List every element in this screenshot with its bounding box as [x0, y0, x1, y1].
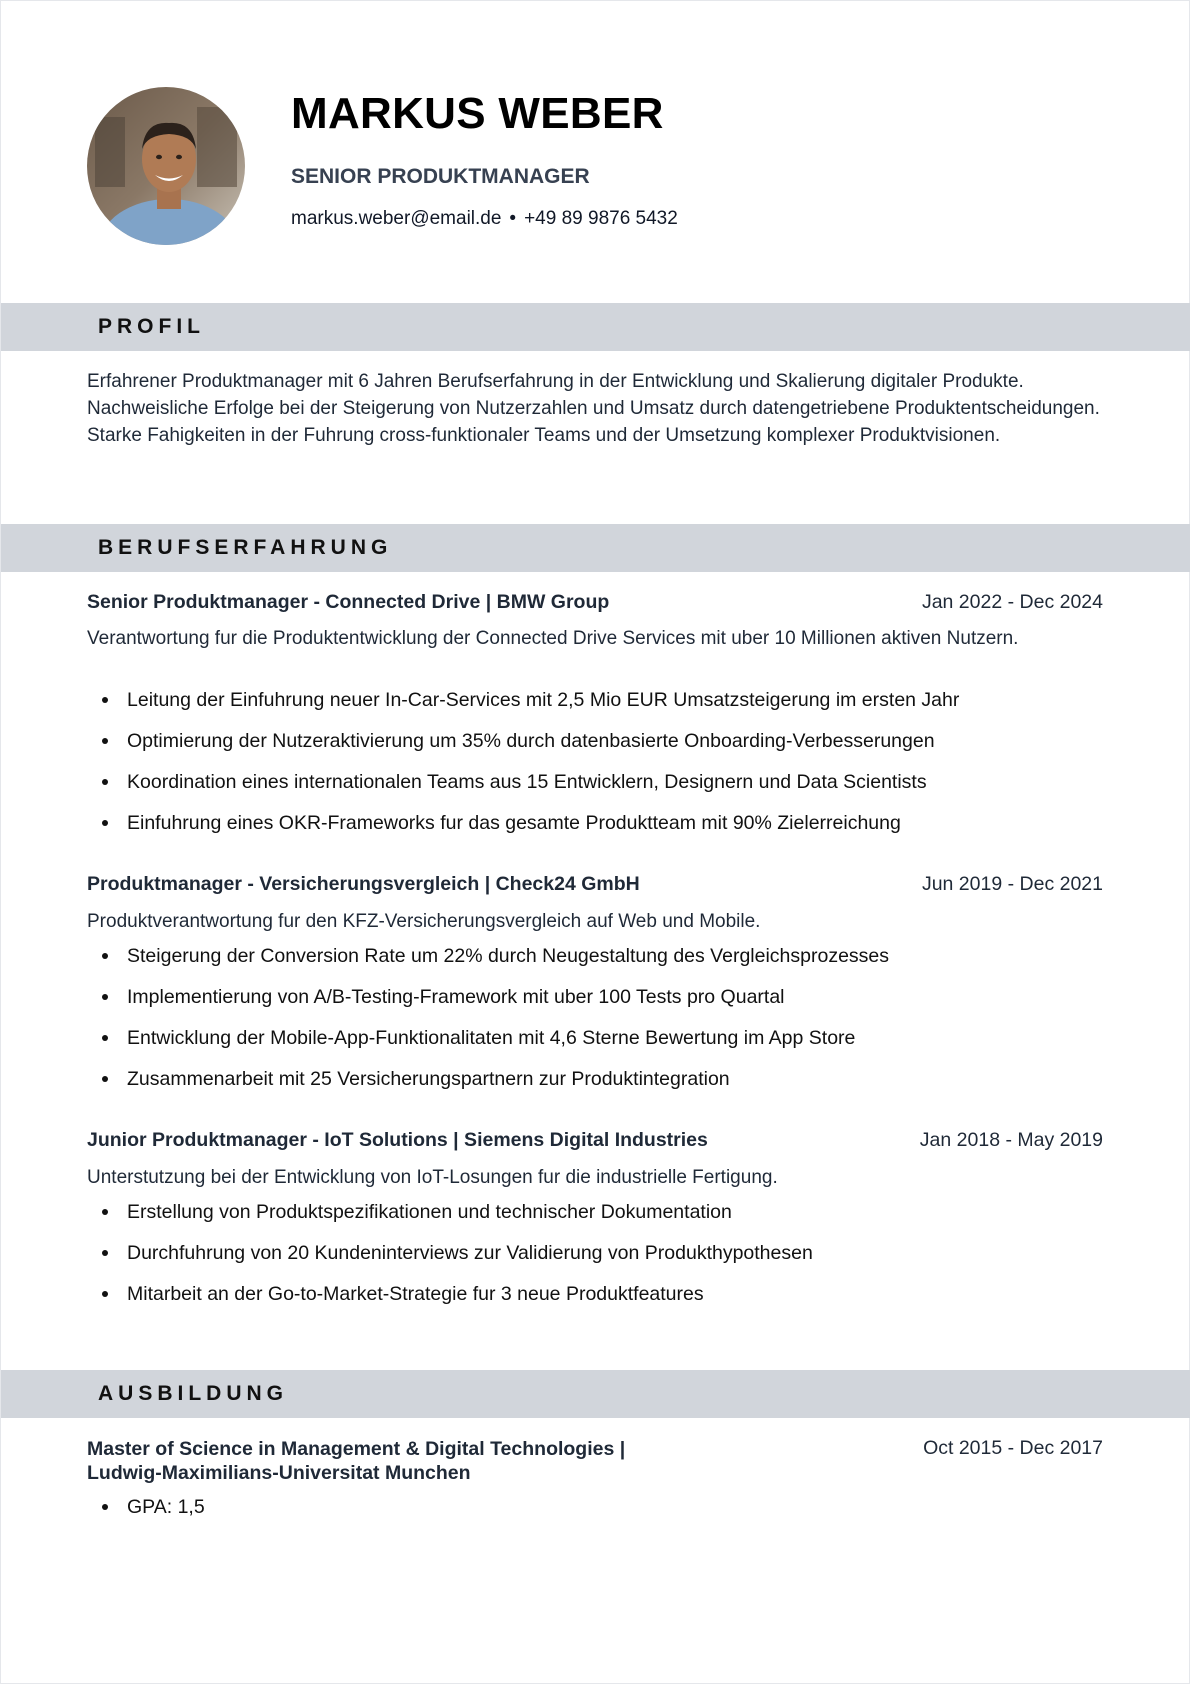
list-item: Durchfuhrung von 20 Kundeninterviews zur Validierung von Produkthypothesen [87, 1240, 1107, 1281]
email[interactable]: markus.weber@email.de [291, 208, 502, 229]
job-dates: Jun 2019 - Dec 2021 [921, 873, 1103, 895]
section-education [1, 1370, 1190, 1418]
job-title: Junior Produktmanager - IoT Solutions | Siemens Digital Industries [87, 1129, 708, 1151]
section-experience [1, 524, 1190, 572]
education-bullets [87, 1494, 1107, 1535]
list-item: Einfuhrung eines OKR-Frameworks fur das gesamte Produktteam mit 90% Zielerreichung [87, 810, 1107, 851]
profile-text: Erfahrener Produktmanager mit 6 Jahren Berufserfahrung in der Entwicklung und Skalierung digitaler Produkte. Nachweisliche Erfolge bei der Steigerung von Nutzerzahlen und Umsatz durch datengetriebene Produktentscheidungen. Starke Fahigkeiten in der Fuhrung cross-funktionaler Teams und der Umsetzung komplexer Produktvisionen. [87, 371, 1100, 446]
job-bullets [87, 687, 1107, 851]
candidate-title: SENIOR PRODUKTMANAGER [291, 165, 590, 188]
list-item: Steigerung der Conversion Rate um 22% durch Neugestaltung des Vergleichsprozesses [87, 943, 1107, 984]
institution: Ludwig-Maximilians-Universitat Munchen [87, 1462, 471, 1484]
profile-photo [87, 87, 245, 245]
section-heading: BERUFSERFAHRUNG [98, 536, 393, 559]
job-title: Senior Produktmanager - Connected Drive | BMW Group [87, 591, 610, 613]
education-dates: Oct 2015 - Dec 2017 [923, 1437, 1103, 1459]
section-heading: AUSBILDUNG [98, 1382, 288, 1405]
job-bullets [87, 943, 1107, 1107]
list-item: Erstellung von Produktspezifikationen und technischer Dokumentation [87, 1199, 1107, 1240]
section-profile [1, 303, 1190, 351]
job-description: Unterstutzung bei der Entwicklung von IoT-Losungen fur die industrielle Fertigung. [87, 1167, 778, 1188]
job-description: Produktverantwortung fur den KFZ-Versicherungsvergleich auf Web und Mobile. [87, 911, 761, 932]
list-item: Leitung der Einfuhrung neuer In-Car-Services mit 2,5 Mio EUR Umsatzsteigerung im ersten Jahr [87, 687, 1107, 728]
job-bullets [87, 1199, 1107, 1322]
list-item: Optimierung der Nutzeraktivierung um 35% durch datenbasierte Onboarding-Verbesserungen [87, 728, 1107, 769]
job-description: Verantwortung fur die Produktentwicklung der Connected Drive Services mit uber 10 Millionen aktiven Nutzern. [87, 628, 1019, 649]
contact-separator: • [509, 208, 517, 229]
list-item: Zusammenarbeit mit 25 Versicherungspartnern zur Produktintegration [87, 1066, 1107, 1107]
list-item: GPA: 1,5 [87, 1494, 1107, 1535]
avatar [87, 87, 245, 245]
degree: Master of Science in Management & Digital Technologies | [87, 1438, 626, 1460]
job-dates: Jan 2022 - Dec 2024 [921, 591, 1103, 613]
section-heading: PROFIL [98, 315, 205, 338]
candidate-name: MARKUS WEBER [291, 89, 664, 138]
list-item: Implementierung von A/B-Testing-Framework mit uber 100 Tests pro Quartal [87, 984, 1107, 1025]
job-title: Produktmanager - Versicherungsvergleich | Check24 GmbH [87, 873, 640, 895]
list-item: Koordination eines internationalen Teams aus 15 Entwicklern, Designern und Data Scientists [87, 769, 1107, 810]
job-dates: Jan 2018 - May 2019 [919, 1129, 1103, 1151]
phone[interactable]: +49 89 9876 5432 [524, 208, 678, 229]
contact-line [291, 208, 678, 230]
list-item: Mitarbeit an der Go-to-Market-Strategie fur 3 neue Produktfeatures [87, 1281, 1107, 1322]
list-item: Entwicklung der Mobile-App-Funktionalitaten mit 4,6 Sterne Bewertung im App Store [87, 1025, 1107, 1066]
